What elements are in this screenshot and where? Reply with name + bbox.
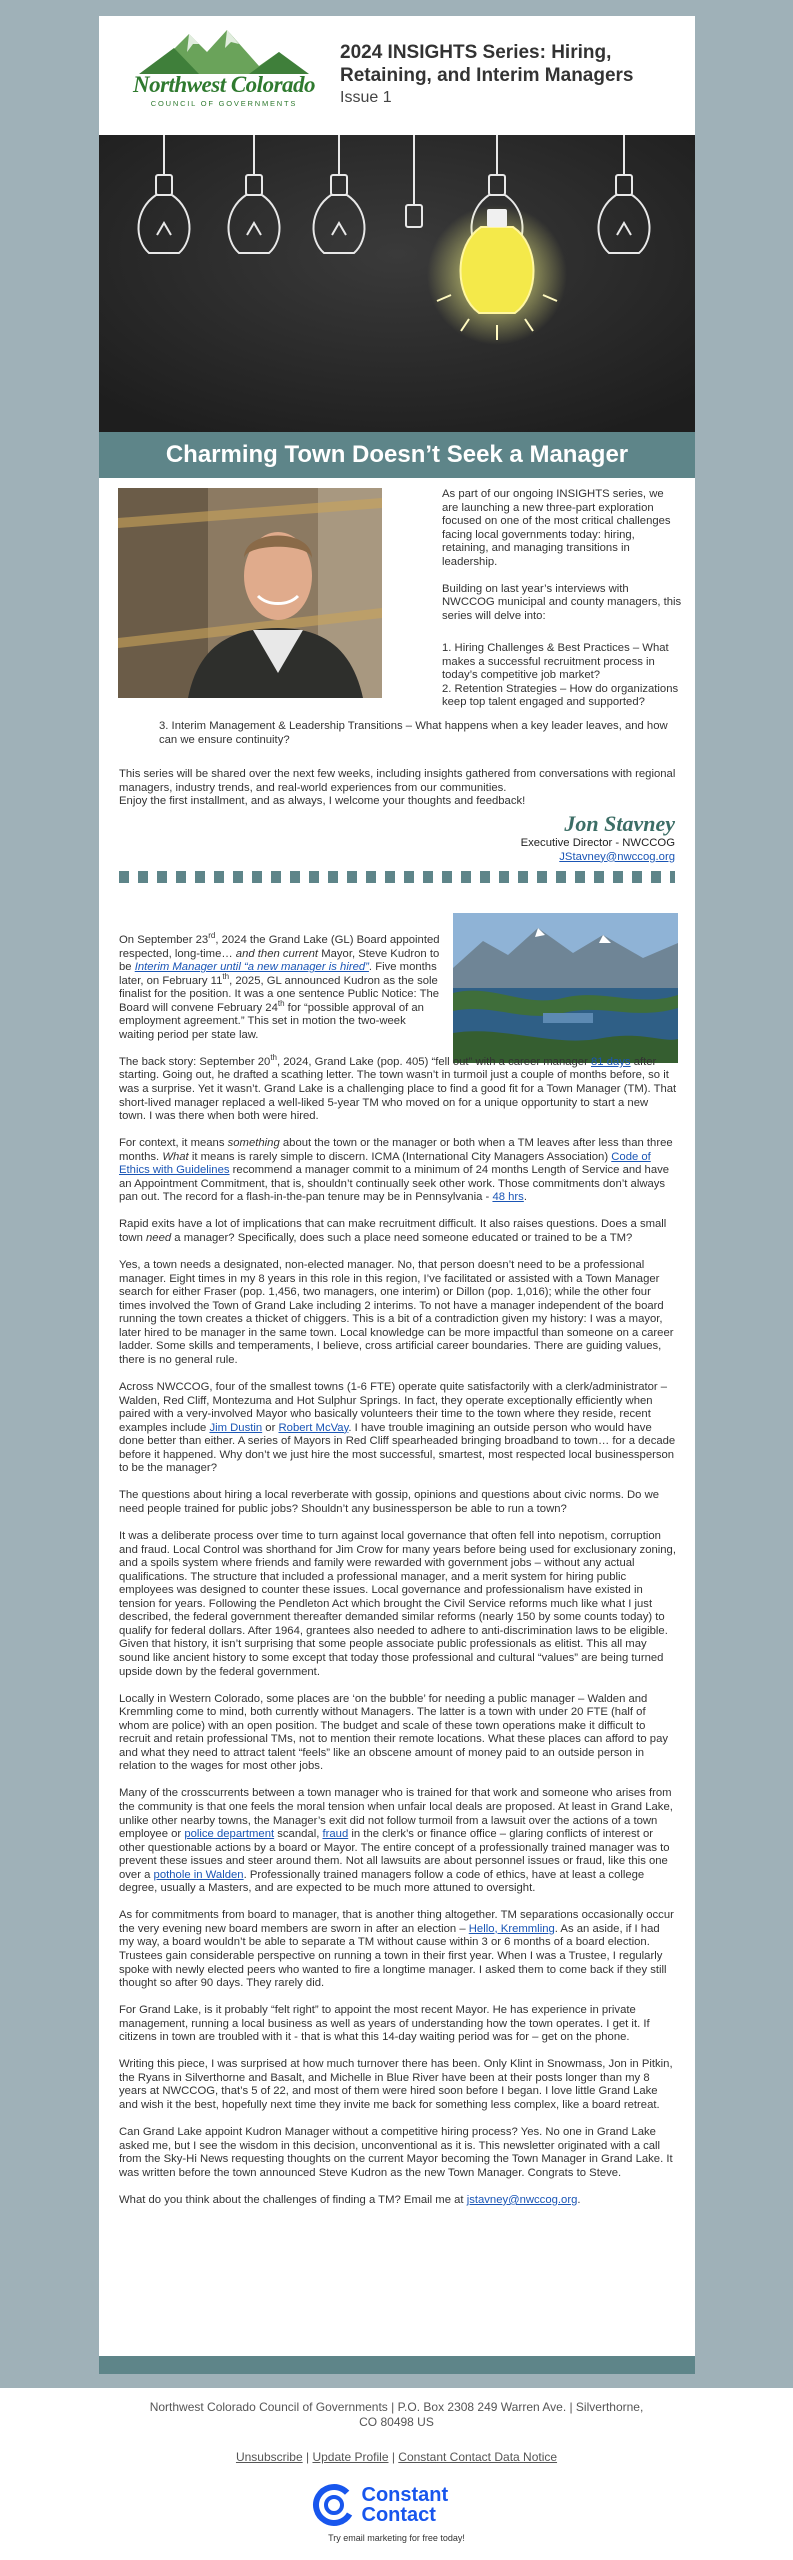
article-paragraph: For Grand Lake, is it probably “felt right” to appoint the most recent Mayor. He has experience in private management, running a local business as well as years of understanding how the town operates. I get it. If citizens in town are troubled with it - that is what this 14-day waiting period was for – get on the phone. bbox=[119, 2004, 650, 2044]
signature-email-link[interactable]: JStavney@nwccog.org bbox=[559, 850, 675, 863]
lightbulbs-hero-image bbox=[99, 135, 695, 432]
fraud-link[interactable]: fraud bbox=[322, 1828, 349, 1841]
article-paragraph bbox=[119, 1137, 677, 1205]
text: Mayor, Steve Kudron to be bbox=[119, 947, 440, 974]
newsletter-sheet bbox=[99, 16, 695, 2374]
footer-accent-bar bbox=[99, 2356, 695, 2374]
constant-contact-wordmark bbox=[362, 2485, 449, 2525]
dashed-divider bbox=[119, 871, 675, 883]
intro-closing-paragraph: Enjoy the first installment, and as always, I welcome your thoughts and feedback! bbox=[119, 795, 526, 808]
text: in the clerk’s or finance office – glaring conflicts of interest or other questionable actions by a board or Mayor. The entire concept of a professionally trained manager was to prevent these issues and steer around them. Not all lawsuits are about personnel issues or fraud, like this one over a bbox=[119, 1828, 670, 1881]
text: As for commitments from board to manager, that is another thing altogether. TM separations occasionally occur the very evening new board members are sworn in after an election – bbox=[119, 1909, 674, 1935]
text: for “possible approval of an employment agreement.” This set in motion the two-week waiting period per state law. bbox=[119, 1001, 424, 1041]
data-notice-link[interactable]: Constant Contact Data Notice bbox=[398, 2450, 558, 2464]
article-paragraph bbox=[119, 1381, 677, 1476]
jim-dustin-link[interactable]: Jim Dustin bbox=[209, 1421, 263, 1434]
text: after starting. Going out, he drafted a scathing letter. The town wasn’t in turmoil just a couple of months before, so it was a surprise. Yet it wasn’t. Grand Lake is a challenging place to find a good fit for a Town Manager (TM). That short-lived manager replaced a well-liked 5-year TM who moved on for a unique opportunity to start a new town. I was there when both were hired. bbox=[119, 1055, 677, 1123]
intro-closing-paragraph: This series will be shared over the next few weeks, including insights gathered from conversations with regional managers, industry trends, and real-world experiences from our communities. bbox=[119, 768, 676, 794]
article-paragraph bbox=[119, 1053, 677, 1124]
81-days-link[interactable]: 81 days bbox=[590, 1055, 631, 1068]
text: and then current bbox=[235, 947, 319, 960]
unsubscribe-link[interactable]: Unsubscribe bbox=[235, 2450, 303, 2464]
constant-contact-logo[interactable] bbox=[312, 2483, 482, 2527]
text: th bbox=[270, 1053, 277, 1063]
intro-paragraph: As part of our ongoing INSIGHTS series, we are launching a new three-part exploration focused on one of the most critical challenges facing local governments today: hiring, retaining, and managing transitions in leadership. bbox=[442, 488, 671, 568]
wordmark-line: Contact bbox=[361, 2504, 436, 2526]
issue-number: Issue 1 bbox=[340, 89, 392, 106]
intro-paragraph: Building on last year’s interviews with NWCCOG municipal and county managers, this series will delve into: bbox=[442, 582, 682, 622]
logo-subtitle: COUNCIL OF GOVERNMENTS bbox=[150, 99, 298, 108]
intro-closing bbox=[119, 768, 679, 809]
logo-name: Northwest Colorado bbox=[132, 72, 316, 97]
article-paragraph bbox=[119, 931, 444, 1042]
separator: | bbox=[302, 2450, 313, 2464]
text: . bbox=[523, 1191, 527, 1204]
text: need bbox=[146, 1232, 172, 1245]
article-banner-title: Charming Town Doesn’t Seek a Manager bbox=[99, 432, 695, 478]
police-department-link[interactable]: police department bbox=[184, 1828, 275, 1841]
text: . I have trouble imagining an outside person who would have done better than either. A series of Mayors in Red Cliff spearheaded bringing broadband to town… for a decade before it happened. Why don’t we just hire the most successful, smartest, most respected local businessperson to be the manager? bbox=[119, 1421, 676, 1475]
hanging-lightbulbs-icon bbox=[99, 135, 695, 432]
mountains-logo-icon bbox=[129, 26, 319, 76]
author-portrait bbox=[118, 488, 382, 698]
robert-mcvay-link[interactable]: Robert McVay bbox=[278, 1421, 349, 1434]
article-body bbox=[119, 931, 677, 2221]
intro-paragraphs bbox=[442, 488, 682, 636]
text: Across NWCCOG, four of the smallest towns (1-6 FTE) operate quite satisfactorily with a clerk/administrator – Walden, Red Cliff, Montezuma and Hot Sulphur Springs. In fact, they operate exceptionally efficiently when paired with a very-involved Mayor who basically volunteers their time to the town where they reside, recent examples include bbox=[119, 1381, 668, 1434]
text: recommend a manager commit to a minimum of 24 months Length of Service and have an Appointment Commitment, that is, shouldn’t continually seek other work. Those commitments don’t always pan out. The record for a flash-in-the-pan tenure may be in Pennsylvania - bbox=[119, 1164, 670, 1204]
text: Many of the crosscurrents between a town manager who is trained for that work and someone who arises from the community is that one feels the moral tension when unfair local deals are proposed. At least in Grand Lake, unlike other nearby towns, the Manager’s exit did not follow turmoil from a lawsuit over the actions of a town employee or bbox=[119, 1787, 673, 1841]
list-item: 1. Hiring Challenges & Best Practices – What makes a successful recruitment process in today’s competitive job market? bbox=[442, 642, 669, 682]
48-hrs-link[interactable]: 48 hrs bbox=[492, 1191, 524, 1204]
signature-block bbox=[521, 812, 675, 864]
pothole-in-walden-link[interactable]: pothole in Walden bbox=[153, 1868, 244, 1881]
text: What do you think about the challenges of finding a TM? Email me at bbox=[119, 2193, 467, 2206]
article-paragraph: Can Grand Lake appoint Kudron Manager without a competitive hiring process? Yes. No one in Grand Lake asked me, but I see the wisdom in this decision, unconventional as it is. This newsletter originated with a call from the Sky-Hi News requesting thoughts on the current Mayor becoming the Town Manager in Grand Lake. It was written before the town announced Steve Kudron as the new Town Manager. Congrats to Steve. bbox=[119, 2126, 673, 2179]
interim-manager-link[interactable]: Interim Manager until “a new manager is hired” bbox=[134, 961, 369, 974]
list-item: 2. Retention Strategies – How do organizations keep top talent engaged and supported? bbox=[442, 682, 679, 709]
article-paragraph bbox=[119, 1909, 677, 1990]
text: What bbox=[162, 1150, 189, 1163]
try-free-text: Try email marketing for free today! bbox=[328, 2533, 465, 2543]
text: On September 23 bbox=[119, 934, 209, 946]
series-topics-list bbox=[442, 642, 682, 710]
article-paragraph bbox=[119, 1218, 677, 1245]
footer-address: Northwest Colorado Council of Governments | P.O. Box 2308 249 Warren Ave. | Silverthorne, CO 80498 US bbox=[149, 2400, 644, 2429]
signature-name: Jon Stavney bbox=[564, 811, 675, 836]
text: a manager? Specifically, does such a place need someone educated or trained to be a TM? bbox=[171, 1232, 633, 1245]
series-topics-list-continued bbox=[159, 720, 679, 747]
text: or bbox=[262, 1421, 279, 1434]
text: rd bbox=[208, 931, 216, 941]
text: , 2024, Grand Lake (pop. 405) “fell out” with a career manager bbox=[277, 1055, 591, 1068]
text: about the town or the manager or both when a TM leaves after less than three months. bbox=[119, 1137, 673, 1163]
article-paragraph bbox=[119, 2194, 677, 2208]
wordmark-line: Constant bbox=[361, 2484, 449, 2506]
update-profile-link[interactable]: Update Profile bbox=[312, 2450, 389, 2464]
hello-kremmling-link[interactable]: Hello, Kremmling bbox=[468, 1922, 555, 1935]
text: . bbox=[577, 2193, 581, 2206]
text: . As an aside, if I had my way, a board wouldn’t be able to separate a TM without cause within 3 or 6 months of a board election. Trustees gain considerable perspective on running a town in their first year. When I was a Trustee, I regularly spoke with newly elected peers who wanted to fire a longtime manager. I asked them to come back if they still thought so after 90 days. They rarely did. bbox=[119, 1922, 667, 1990]
separator: | bbox=[388, 2450, 399, 2464]
article-paragraph: The questions about hiring a local reverberate with gossip, opinions and questions about civic norms. Do we need people trained for public jobs? Shouldn’t any businessperson be able to run a town? bbox=[119, 1489, 660, 1515]
intro-section bbox=[99, 478, 695, 898]
article-paragraph: It was a deliberate process over time to turn against local governance that often fell into nepotism, corruption and fraud. Local Control was shorthand for Jim Crow for many years before being used for exclusionary zoning, and a spoils system where friends and family were rewarded with government jobs – without any actual qualifications. The structure that included a professional manager, and a merit system for hiring public employees was designed to counter these issues. Local governance and professionalism have existed in tension for years. Following the Pendleton Act which brought the Civil Service reforms much like what I just described, the federal government thereafter demanded similar reforms (nearly 150 by some counts today) to qualify for federal dollars. After 1964, grantees also needed to adhere to anti-discrimination laws to be eligible. Given that history, it isn’t surprising that some people associate public professionals as elitist. This all may sound like ancient history to some except that today those professional and cultural “values” are being turned upside down by the federal government. bbox=[119, 1530, 676, 1678]
text: something bbox=[227, 1137, 280, 1150]
portrait-photo-icon bbox=[118, 488, 382, 698]
text: th bbox=[277, 998, 285, 1008]
text: scandal, bbox=[274, 1828, 323, 1841]
page-footer bbox=[0, 2388, 793, 2560]
article-paragraph bbox=[119, 1787, 677, 1895]
nwccog-logo bbox=[129, 26, 319, 116]
text: th bbox=[222, 971, 230, 981]
article-paragraph: Writing this piece, I was surprised at how much turnover there has been. Only Klint in Snowmass, Jon in Pitkin, the Ryans in Silverthorne and Basalt, and Michelle in Blue River have been at their posts longer than my 8 years at NWCCOG, that’s 5 of 22, and most of them were hired soon before I began. I love little Grand Lake and wish it the best, hopefully next time they invite me back for something less complex, like a board retreat. bbox=[119, 2058, 673, 2112]
list-item: 3. Interim Management & Leadership Transitions – What happens when a key leader leaves, and how can we ensure continuity? bbox=[159, 720, 668, 746]
text: , 2025, GL announced Kudron as the sole finalist for the position. It was a one sentence Public Notice: The Board will convene February 24 bbox=[119, 974, 440, 1014]
text: For context, it means bbox=[119, 1137, 228, 1150]
text: it means is rarely simple to discern. ICMA (International City Managers Association) bbox=[188, 1150, 612, 1163]
series-title: 2024 INSIGHTS Series: Hiring, Retaining, and Interim Managers bbox=[340, 42, 634, 86]
text: . Professionally trained managers follow a code of ethics, have at least a college degree, usually a Masters, and are expected to be much more attuned to oversight. bbox=[119, 1868, 645, 1895]
email-link[interactable]: jstavney@nwccog.org bbox=[466, 2193, 578, 2206]
signature-title: Executive Director - NWCCOG bbox=[520, 837, 675, 849]
code-of-ethics-link[interactable]: Code of Ethics with Guidelines bbox=[119, 1150, 651, 1177]
article-paragraph: Locally in Western Colorado, some places are ‘on the bubble’ for needing a public manager – Walden and Kremmling come to mind, both currently without Managers. The latter is a town with under 20 FTE (half of whom are police) with an open position. The budget and scale of these town operations make it difficult to recruit and retain professional TMs, not to mention their remote locations. What these places can afford to pay and what they need to attract talent “feels” like an obscene amount of money paid to an outside person in relation to the wages for most other jobs. bbox=[119, 1692, 669, 1773]
newsletter-header bbox=[99, 16, 695, 135]
constant-contact-icon bbox=[312, 2483, 356, 2527]
footer-links bbox=[0, 2450, 793, 2465]
article-paragraph: Yes, a town needs a designated, non-elected manager. No, that person doesn’t need to be a professional manager. Eight times in my 8 years in this role in this region, I’ve facilitated or assisted with a Town Manager search for either Fraser (pop. 1,456, two managers, one interim) or Dillon (pop. 1,016); while the other four times involved the Town of Grand Lake including 2 interims. To not have a manager independent of the board running the town creates a thicket of chiggers. This is a bit of a contradiction given my history: I was a mayor, later hired to be manager in the same town. Local knowledge can be more impactful than someone on a career ladder. Some skills and temperaments, I believe, cross artificial career boundaries. There are guiding values, there is no general rule. bbox=[119, 1259, 674, 1366]
text: Rapid exits have a lot of implications that can make recruitment difficult. It also raises questions. Does a small town bbox=[119, 1218, 667, 1245]
text: , 2024 the Grand Lake (GL) Board appointed respected, long-time… bbox=[119, 934, 440, 960]
text: The back story: September 20 bbox=[119, 1055, 271, 1068]
text: . Five months later, on February 11 bbox=[119, 961, 437, 987]
